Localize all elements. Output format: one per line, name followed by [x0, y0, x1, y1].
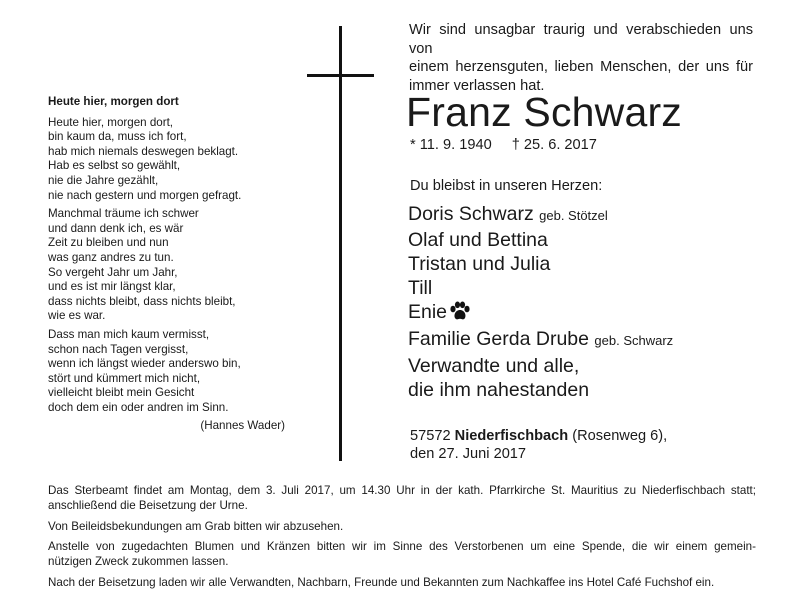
- mourner-relatives: Verwandte und alle,: [408, 354, 580, 377]
- cross-vertical-bar: [339, 26, 342, 461]
- notice-condolence: Von Beileidsbekundungen am Grab bitten wir abzusehen.: [48, 519, 344, 533]
- poem-line: und es ist mir längst klar,: [48, 280, 176, 294]
- poem-stanza-1: [48, 116, 298, 204]
- mourner-tristan: Tristan und Julia: [408, 253, 551, 276]
- poem-line: dass nichts bleibt, dass nichts bleibt,: [48, 294, 236, 308]
- notice-line: Anstelle von zugedachten Blumen und Kränzen bitten wir im Sinne des Verstorbenen um eine Spende, die wir einem gemein-: [48, 540, 756, 554]
- poem-author: (Hannes Wader): [200, 419, 285, 433]
- poem-line: bin kaum da, muss ich fort,: [48, 130, 187, 144]
- notice-coffee: Nach der Beisetzung laden wir alle Verwandten, Nachbarn, Freunde und Bekannten zum Nachkaffee ins Hotel Café Fuchshof ein.: [48, 575, 715, 589]
- notice-donation: [48, 540, 756, 570]
- maiden-name-note: geb. Schwarz: [594, 333, 674, 349]
- poem-line: wie es war.: [48, 309, 106, 323]
- poem-line: hab mich niemals deswegen beklagt.: [48, 144, 239, 158]
- notice-line: anschließend die Beisetzung der Urne.: [48, 498, 248, 512]
- deceased-name: Franz Schwarz: [406, 89, 683, 135]
- mourner-till: Till: [408, 277, 433, 300]
- mourner-name: Doris Schwarz: [408, 203, 534, 225]
- intro-line: immer verlassen hat.: [409, 77, 545, 94]
- maiden-name-note: geb. Stötzel: [539, 208, 608, 223]
- mourner-name: Enie: [408, 301, 448, 324]
- paw-icon: [449, 301, 471, 327]
- address-line: [410, 427, 667, 445]
- poem-line: doch dem ein oder andren im Sinn.: [48, 400, 229, 414]
- address-town: Niederfischbach: [454, 428, 569, 444]
- mourner-relatives-cont: die ihm nahestanden: [408, 378, 590, 401]
- birth-date: * 11. 9. 1940: [410, 137, 492, 153]
- poem-line: vielleicht bleibt mein Gesicht: [48, 386, 195, 400]
- poem-line: Manchmal träume ich schwer: [48, 207, 199, 221]
- intro-line: einem herzensguten, lieben Menschen, der uns für: [409, 59, 753, 76]
- poem-line: Hab es selbst so gewählt,: [48, 159, 181, 173]
- notice-line: Das Sterbeamt findet am Montag, dem 3. Juli 2017, um 14.30 Uhr in der kath. Pfarrkirche St. Mauritius zu Niederfischbach statt;: [48, 484, 756, 497]
- poem-stanza-3: [48, 328, 298, 416]
- poem-line: Zeit zu bleiben und nun: [48, 236, 169, 250]
- notices: [48, 484, 756, 597]
- death-date: † 25. 6. 2017: [511, 137, 597, 153]
- poem-line: nie nach gestern und morgen gefragt.: [48, 188, 242, 202]
- poem-line: Dass man mich kaum vermisst,: [48, 327, 210, 341]
- poem-line: Heute hier, morgen dort,: [48, 115, 174, 129]
- poem-line: nie die Jahre gezählt,: [48, 173, 159, 187]
- notice-funeral: [48, 484, 756, 514]
- address-date: den 27. Juni 2017: [410, 446, 527, 462]
- life-dates: [410, 137, 597, 153]
- mourner-doris: [408, 202, 673, 228]
- intro-line: Wir sind unsagbar traurig und verabschieden uns von: [409, 22, 753, 57]
- poem-title: Heute hier, morgen dort: [48, 95, 179, 108]
- poem-line: So vergeht Jahr um Jahr,: [48, 265, 178, 279]
- poem-line: schon nach Tagen vergisst,: [48, 342, 189, 356]
- poem-line: wenn ich längst wieder anderswo bin,: [48, 357, 241, 371]
- notice-line: nützigen Zweck zukommen lassen.: [48, 555, 229, 569]
- mourner-olaf: Olaf und Bettina: [408, 229, 548, 252]
- address-zip: 57572: [410, 428, 451, 444]
- poem: [48, 95, 298, 434]
- address-block: [410, 427, 667, 463]
- mourner-name: Familie Gerda Drube: [408, 328, 589, 351]
- mourner-drube: [408, 327, 673, 353]
- poem-line: stört und kümmert mich nicht,: [48, 371, 201, 385]
- poem-line: was ganz andres zu tun.: [48, 250, 174, 264]
- intro-text: [409, 21, 753, 95]
- remain-text: Du bleibst in unseren Herzen:: [410, 178, 603, 194]
- address-street: (Rosenweg 6),: [572, 428, 668, 444]
- poem-line: und dann denk ich, es wär: [48, 221, 184, 235]
- poem-stanza-2: [48, 207, 298, 324]
- mourners-list: [408, 202, 673, 402]
- mourner-enie: [408, 300, 673, 327]
- cross-horizontal-bar: [307, 74, 374, 77]
